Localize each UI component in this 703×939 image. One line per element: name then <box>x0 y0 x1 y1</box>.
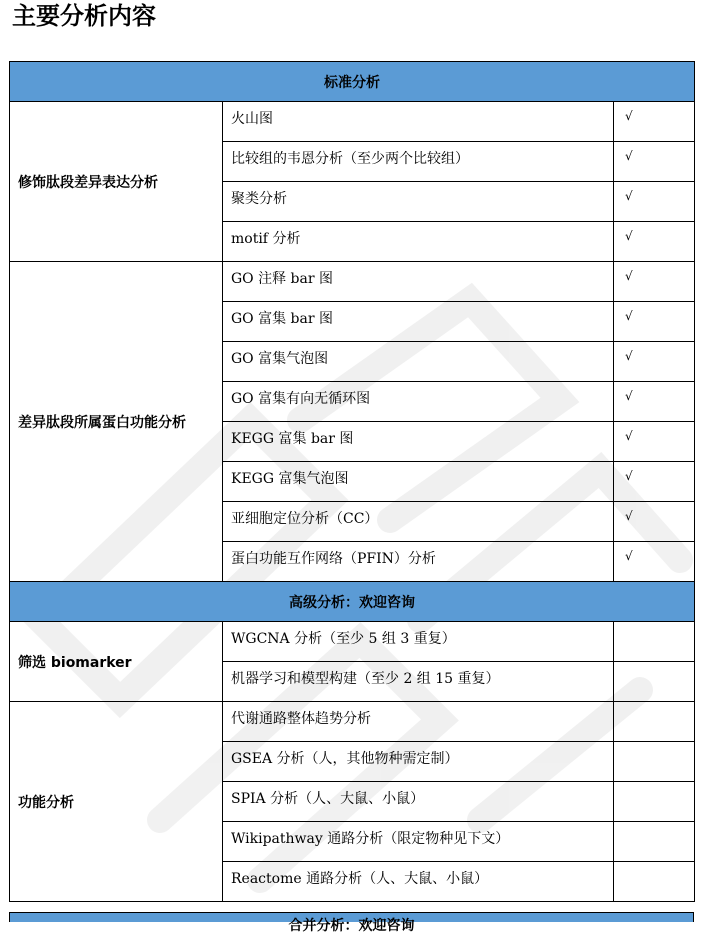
check-mark: √ <box>614 382 695 422</box>
item-label: GSEA 分析（人，其他物种需定制） <box>223 742 614 782</box>
item-label: GO 富集气泡图 <box>223 342 614 382</box>
check-mark <box>614 742 695 782</box>
item-label: KEGG 富集气泡图 <box>223 462 614 502</box>
check-mark: √ <box>614 142 695 182</box>
item-label: 亚细胞定位分析（CC） <box>223 502 614 542</box>
check-mark <box>614 622 695 662</box>
section-header-combined-text: 合并分析：欢迎咨询 <box>288 918 415 934</box>
check-mark: √ <box>614 342 695 382</box>
section-header-advanced: 高级分析：欢迎咨询 <box>10 582 695 622</box>
item-label: GO 富集有向无循环图 <box>223 382 614 422</box>
page-title: 主要分析内容 <box>12 2 156 30</box>
item-label: 比较组的韦恩分析（至少两个比较组） <box>223 142 614 182</box>
group-label: 修饰肽段差异表达分析 <box>10 102 223 262</box>
item-label: KEGG 富集 bar 图 <box>223 422 614 462</box>
check-mark <box>614 782 695 822</box>
item-label: 火山图 <box>223 102 614 142</box>
item-label: GO 注释 bar 图 <box>223 262 614 302</box>
check-mark <box>614 702 695 742</box>
check-mark: √ <box>614 182 695 222</box>
check-mark <box>614 862 695 902</box>
group-label: 功能分析 <box>10 702 223 902</box>
analysis-table <box>9 61 695 902</box>
check-mark: √ <box>614 542 695 582</box>
item-label: SPIA 分析（人、大鼠、小鼠） <box>223 782 614 822</box>
item-label: 代谢通路整体趋势分析 <box>223 702 614 742</box>
check-mark: √ <box>614 302 695 342</box>
item-label: 聚类分析 <box>223 182 614 222</box>
check-mark: √ <box>614 422 695 462</box>
check-mark: √ <box>614 462 695 502</box>
check-mark: √ <box>614 102 695 142</box>
section-header-combined <box>9 912 694 934</box>
check-mark <box>614 822 695 862</box>
item-label: 机器学习和模型构建（至少 2 组 15 重复） <box>223 662 614 702</box>
check-mark: √ <box>614 222 695 262</box>
group-label: 差异肽段所属蛋白功能分析 <box>10 262 223 582</box>
item-label: 蛋白功能互作网络（PFIN）分析 <box>223 542 614 582</box>
check-mark: √ <box>614 262 695 302</box>
section-header-standard: 标准分析 <box>10 62 695 102</box>
item-label: Wikipathway 通路分析（限定物种见下文） <box>223 822 614 862</box>
check-mark <box>614 662 695 702</box>
item-label: GO 富集 bar 图 <box>223 302 614 342</box>
item-label: WGCNA 分析（至少 5 组 3 重复） <box>223 622 614 662</box>
check-mark: √ <box>614 502 695 542</box>
item-label: Reactome 通路分析（人、大鼠、小鼠） <box>223 862 614 902</box>
item-label: motif 分析 <box>223 222 614 262</box>
group-label: 筛选 biomarker <box>10 622 223 702</box>
